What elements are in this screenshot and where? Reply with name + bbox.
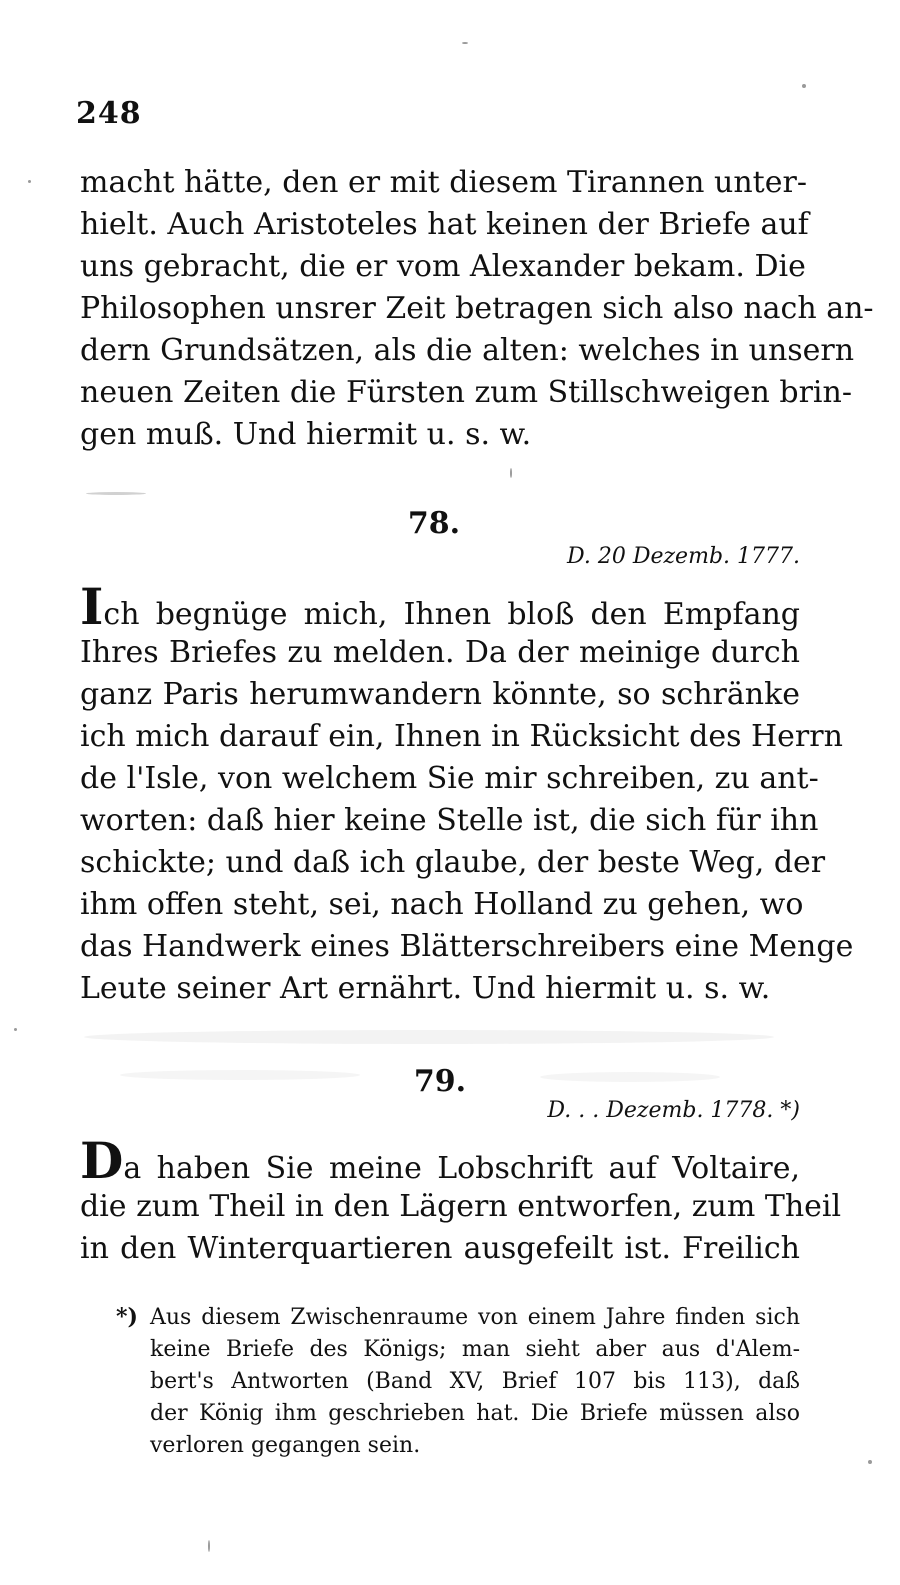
scan-speck bbox=[14, 1028, 17, 1031]
bleed-through-smudge bbox=[540, 1072, 720, 1082]
footnote-mark: *) bbox=[116, 1304, 138, 1330]
scan-speck bbox=[868, 1460, 872, 1464]
text-line: Philosophen unsrer Zeit betragen sich also nach an- bbox=[80, 291, 874, 326]
footnote-line: keine Briefe des Königs; man sieht aber aus d'Alem- bbox=[150, 1337, 800, 1362]
text-line: gen muß. Und hiermit u. s. w. bbox=[80, 417, 532, 452]
text-line bbox=[80, 577, 800, 636]
bleed-through-smudge bbox=[120, 1070, 360, 1080]
text-line: ihm offen steht, sei, nach Holland zu gehen, wo bbox=[80, 887, 804, 922]
text-line: de l'Isle, von welchem Sie mir schreiben, zu ant- bbox=[80, 761, 819, 796]
text-line: worten: daß hier keine Stelle ist, die sich für ihn bbox=[80, 803, 819, 838]
scan-speck bbox=[86, 492, 146, 495]
text-line: ich mich darauf ein, Ihnen in Rücksicht des Herrn bbox=[80, 719, 843, 754]
text-line: in den Winterquartieren ausgefeilt ist. Freilich bbox=[80, 1231, 800, 1266]
drop-cap: I bbox=[80, 577, 104, 636]
text-line: Ihres Briefes zu melden. Da der meinige durch bbox=[80, 635, 800, 670]
first-line-text: a haben Sie meine Lobschrift auf Voltaire, bbox=[123, 1151, 800, 1186]
letter-date: D. . . Dezemb. 1778. *) bbox=[547, 1098, 800, 1123]
text-line: hielt. Auch Aristoteles hat keinen der Briefe auf bbox=[80, 207, 809, 242]
text-line: uns gebracht, die er vom Alexander bekam. Die bbox=[80, 249, 806, 284]
text-line: macht hätte, den er mit diesem Tirannen unter- bbox=[80, 165, 807, 200]
page-number: 248 bbox=[76, 96, 142, 131]
text-line: dern Grundsätzen, als die alten: welches in unsern bbox=[80, 333, 855, 368]
bleed-through-smudge bbox=[84, 1030, 774, 1044]
letter-number: 79. bbox=[413, 1064, 467, 1099]
footnote-line: bert's Antworten (Band XV, Brief 107 bis 113), daß bbox=[150, 1369, 800, 1394]
letter-number: 78. bbox=[407, 506, 461, 541]
scan-speck bbox=[208, 1540, 210, 1552]
scan-speck bbox=[510, 468, 512, 478]
text-line: das Handwerk eines Blätterschreibers eine Menge bbox=[80, 929, 854, 964]
footnote-line: verloren gegangen sein. bbox=[150, 1433, 421, 1458]
text-line: Leute seiner Art ernährt. Und hiermit u. s. w. bbox=[80, 971, 771, 1006]
text-line: neuen Zeiten die Fürsten zum Stillschweigen brin- bbox=[80, 375, 852, 410]
scan-speck bbox=[802, 84, 806, 88]
scan-speck bbox=[462, 42, 468, 44]
footnote-line: der König ihm geschrieben hat. Die Briefe müssen also bbox=[150, 1401, 800, 1426]
letter-date: D. 20 Dezemb. 1777. bbox=[566, 544, 800, 569]
first-line-text: ch begnüge mich, Ihnen bloß den Empfang bbox=[103, 597, 800, 632]
text-line: ganz Paris herumwandern könnte, so schränke bbox=[80, 677, 800, 712]
text-line: schickte; und daß ich glaube, der beste Weg, der bbox=[80, 845, 826, 880]
text-line bbox=[80, 1131, 800, 1190]
drop-cap: D bbox=[80, 1131, 124, 1190]
footnote-line: Aus diesem Zwischenraume von einem Jahre finden sich bbox=[150, 1305, 800, 1330]
scan-speck bbox=[28, 180, 31, 183]
text-line: die zum Theil in den Lägern entworfen, zum Theil bbox=[80, 1189, 842, 1224]
